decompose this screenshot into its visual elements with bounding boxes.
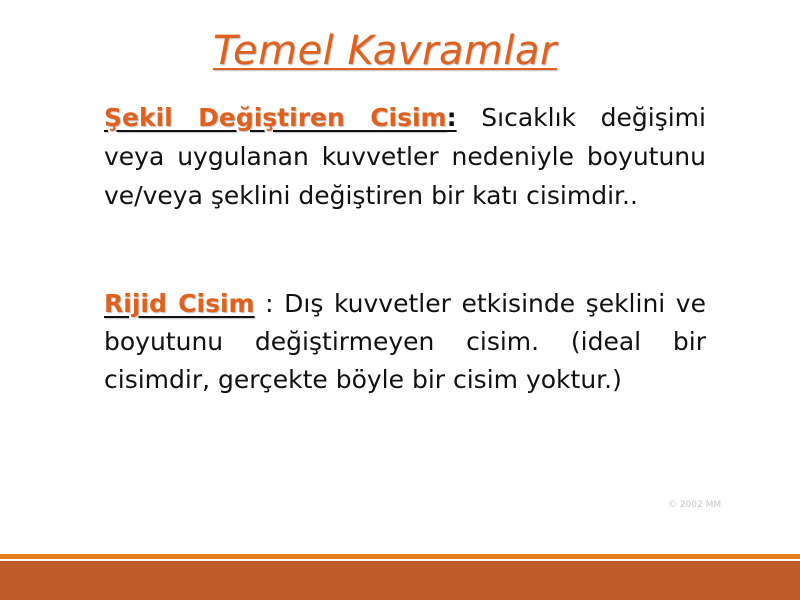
definition-separator: : [446,103,457,132]
definition-separator: : [254,289,285,318]
definition-term: Şekil Değiştiren Cisim [104,103,447,132]
footer-bar [0,561,800,600]
definition-deformable-body [104,98,706,215]
copyright-text: © 2002 MM [668,500,722,510]
definition-rigid-body [104,285,706,399]
definition-text: Dış kuvvetler etkisinde şeklini ve boyutunu değiştirmeyen cisim. (ideal bir cisimdir, gerçekte böyle bir cisim yoktur.) [104,289,706,394]
slide-title: Temel Kavramlar [213,28,557,74]
definition-text: Sıcaklık değişimi veya uygulanan kuvvetler nedeniyle boyutunu ve/veya şeklini değiştiren bir katı cisimdir.. [104,103,706,210]
footer-accent-bar [0,554,800,559]
definition-term: Rijid Cisim [104,289,255,318]
